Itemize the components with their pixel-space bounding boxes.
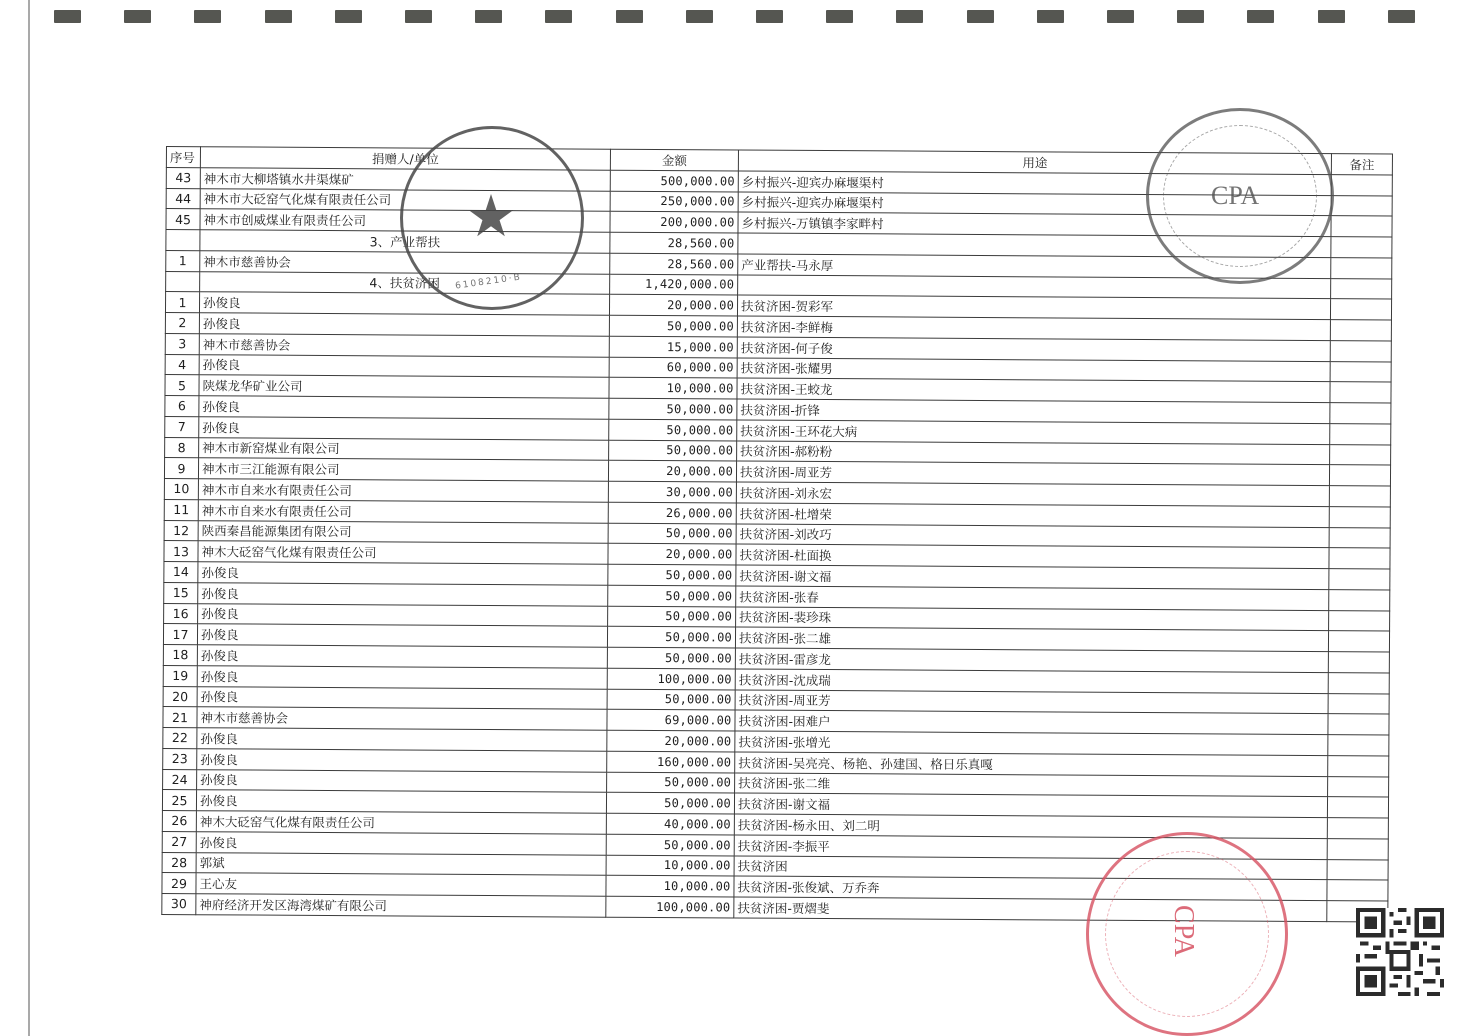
cell-no: 10 bbox=[164, 478, 198, 499]
cell-note bbox=[1327, 838, 1388, 859]
header-use: 用途 bbox=[738, 150, 1331, 174]
cell-note bbox=[1329, 486, 1390, 507]
cell-no: 15 bbox=[164, 582, 198, 603]
cell-amount: 1,420,000.00 bbox=[610, 274, 738, 296]
cell-use: 扶贫济困-谢文福 bbox=[736, 565, 1329, 589]
cell-donor: 陕煤龙华矿业公司 bbox=[199, 375, 609, 398]
cell-use: 扶贫济困-张二维 bbox=[735, 772, 1328, 796]
cell-donor: 神木市慈善协会 bbox=[199, 333, 609, 356]
cell-no: 12 bbox=[164, 520, 198, 541]
cell-note bbox=[1330, 382, 1391, 403]
binding-mark bbox=[545, 10, 572, 23]
table-body bbox=[162, 167, 1393, 921]
cell-amount: 100,000.00 bbox=[606, 896, 734, 918]
cell-note bbox=[1328, 714, 1389, 735]
cell-note bbox=[1328, 672, 1389, 693]
cell-amount: 50,000.00 bbox=[609, 419, 737, 441]
cell-amount: 200,000.00 bbox=[610, 211, 738, 233]
cell-no: 14 bbox=[164, 561, 198, 582]
cell-use: 扶贫济困-杨永田、刘二明 bbox=[734, 814, 1327, 838]
cell-note bbox=[1331, 278, 1392, 299]
cell-no: 18 bbox=[163, 644, 197, 665]
cell-no: 3 bbox=[165, 333, 199, 354]
cell-use: 扶贫济困-刘改巧 bbox=[736, 523, 1329, 547]
cell-no bbox=[166, 230, 200, 251]
cell-note bbox=[1330, 403, 1391, 424]
cell-amount: 60,000.00 bbox=[609, 357, 737, 379]
binding-mark bbox=[475, 10, 502, 23]
cell-use: 扶贫济困-郝粉粉 bbox=[737, 440, 1330, 464]
cell-use: 扶贫济困-张春 bbox=[736, 586, 1329, 610]
cell-donor: 神木市慈善协会 bbox=[197, 707, 607, 730]
cell-no: 1 bbox=[165, 292, 199, 313]
cell-note bbox=[1329, 527, 1390, 548]
cell-donor: 孙俊良 bbox=[198, 562, 608, 585]
cell-note bbox=[1331, 257, 1392, 278]
cell-amount: 26,000.00 bbox=[608, 502, 736, 524]
cell-note bbox=[1331, 195, 1392, 216]
header-donor: 捐赠人/单位 bbox=[200, 147, 610, 170]
cell-note bbox=[1327, 859, 1388, 880]
cell-no: 2 bbox=[165, 312, 199, 333]
cell-donor: 神木市新窑煤业有限公司 bbox=[199, 437, 609, 460]
cell-donor: 神木市自来水有限责任公司 bbox=[198, 479, 608, 502]
star-icon: ★ bbox=[465, 182, 517, 250]
cell-use: 扶贫济困-谢文福 bbox=[734, 793, 1327, 817]
cell-no: 1 bbox=[166, 250, 200, 271]
cell-note bbox=[1330, 361, 1391, 382]
cell-use: 扶贫济困-李鲜梅 bbox=[737, 316, 1330, 340]
cell-amount: 250,000.00 bbox=[610, 191, 738, 213]
cell-no: 29 bbox=[162, 873, 196, 894]
cell-use: 产业帮扶-马永厚 bbox=[738, 254, 1331, 278]
binding-mark bbox=[265, 10, 292, 23]
cell-note bbox=[1329, 506, 1390, 527]
cell-donor: 孙俊良 bbox=[197, 665, 607, 688]
cell-amount: 50,000.00 bbox=[608, 585, 736, 607]
cell-note bbox=[1330, 423, 1391, 444]
cell-note bbox=[1330, 340, 1391, 361]
cell-no: 22 bbox=[163, 727, 197, 748]
cell-amount: 50,000.00 bbox=[607, 647, 735, 669]
cell-use: 扶贫济困-张耀男 bbox=[737, 357, 1330, 381]
donation-ledger-table bbox=[161, 146, 1393, 922]
cell-amount: 30,000.00 bbox=[608, 481, 736, 503]
cell-use: 扶贫济困-裴珍珠 bbox=[736, 606, 1329, 630]
cell-amount: 15,000.00 bbox=[609, 336, 737, 358]
cell-no: 20 bbox=[163, 686, 197, 707]
cell-note bbox=[1327, 880, 1388, 901]
cell-donor: 陕西秦昌能源集团有限公司 bbox=[198, 520, 608, 543]
header-amount: 金额 bbox=[610, 149, 738, 171]
cell-donor: 孙俊良 bbox=[199, 313, 609, 336]
cell-donor: 孙俊良 bbox=[198, 582, 608, 605]
cell-donor: 孙俊良 bbox=[196, 831, 606, 854]
cell-use: 扶贫济困-贾熠斐 bbox=[734, 897, 1327, 921]
cell-use: 扶贫济困-张二雄 bbox=[735, 627, 1328, 651]
cell-amount: 20,000.00 bbox=[607, 730, 735, 752]
cell-amount: 10,000.00 bbox=[606, 855, 734, 877]
cell-no: 9 bbox=[164, 458, 198, 479]
binding-mark bbox=[124, 10, 151, 23]
cell-amount: 50,000.00 bbox=[609, 315, 737, 337]
binding-mark bbox=[756, 10, 783, 23]
qr-code-icon bbox=[1356, 908, 1444, 996]
cell-note bbox=[1329, 589, 1390, 610]
cell-use: 乡村振兴-万镇镇李家畔村 bbox=[738, 212, 1331, 236]
cell-no: 44 bbox=[166, 188, 200, 209]
cell-amount: 10,000.00 bbox=[606, 875, 734, 897]
cell-donor: 孙俊良 bbox=[199, 292, 609, 315]
cell-amount: 50,000.00 bbox=[607, 689, 735, 711]
cell-amount: 50,000.00 bbox=[609, 398, 737, 420]
cell-donor: 孙俊良 bbox=[199, 416, 609, 439]
cell-donor: 神木市大柳塔镇水井渠煤矿 bbox=[200, 167, 610, 190]
cell-use: 扶贫济困-刘永宏 bbox=[736, 482, 1329, 506]
cell-donor: 孙俊良 bbox=[198, 603, 608, 626]
cell-use: 扶贫济困-困难户 bbox=[735, 710, 1328, 734]
cell-no: 45 bbox=[166, 209, 200, 230]
cell-no: 21 bbox=[163, 707, 197, 728]
cell-amount: 500,000.00 bbox=[610, 170, 738, 192]
section-title: 3、产业帮扶 bbox=[200, 230, 610, 253]
cell-note bbox=[1331, 216, 1392, 237]
cell-use: 扶贫济困-张俊斌、万乔奔 bbox=[734, 876, 1327, 900]
cell-amount: 20,000.00 bbox=[609, 294, 737, 316]
cell-donor: 神府经济开发区海湾煤矿有限公司 bbox=[196, 894, 606, 917]
cell-note bbox=[1331, 237, 1392, 258]
cell-note bbox=[1330, 444, 1391, 465]
cell-note bbox=[1327, 797, 1388, 818]
cell-amount: 20,000.00 bbox=[608, 543, 736, 565]
cell-note bbox=[1328, 693, 1389, 714]
cell-use: 扶贫济困-周亚芳 bbox=[735, 689, 1328, 713]
cell-donor: 孙俊良 bbox=[197, 645, 607, 668]
cell-use: 扶贫济困-张增光 bbox=[735, 731, 1328, 755]
cell-amount: 50,000.00 bbox=[606, 834, 734, 856]
cell-donor: 孙俊良 bbox=[197, 686, 607, 709]
binding-mark bbox=[335, 10, 362, 23]
cell-note bbox=[1329, 569, 1390, 590]
cell-use: 扶贫济困-杜增荣 bbox=[736, 503, 1329, 527]
cell-no: 43 bbox=[166, 167, 200, 188]
binding-mark bbox=[1388, 10, 1415, 23]
cell-donor: 神木市大砭窑气化煤有限责任公司 bbox=[200, 188, 610, 211]
cell-donor: 神木大砭窑气化煤有限责任公司 bbox=[196, 811, 606, 834]
cell-no: 16 bbox=[164, 603, 198, 624]
cell-use: 扶贫济困-折锋 bbox=[737, 399, 1330, 423]
cell-no: 6 bbox=[165, 395, 199, 416]
cell-donor: 神木市创威煤业有限责任公司 bbox=[200, 209, 610, 232]
binding-mark bbox=[826, 10, 853, 23]
header-no: 序号 bbox=[166, 147, 200, 168]
cell-use: 扶贫济困-王环花大病 bbox=[737, 420, 1330, 444]
cell-no: 28 bbox=[162, 852, 196, 873]
binding-mark bbox=[54, 10, 81, 23]
cell-donor: 神木市自来水有限责任公司 bbox=[198, 499, 608, 522]
cell-no: 8 bbox=[165, 437, 199, 458]
page-edge-rule bbox=[28, 0, 30, 1036]
cell-no: 11 bbox=[164, 499, 198, 520]
binding-marks bbox=[54, 10, 1472, 24]
cell-amount: 50,000.00 bbox=[608, 523, 736, 545]
cell-amount: 69,000.00 bbox=[607, 709, 735, 731]
cell-use: 扶贫济困-贺彩军 bbox=[737, 295, 1330, 319]
cell-amount: 10,000.00 bbox=[609, 377, 737, 399]
cell-no: 27 bbox=[162, 831, 196, 852]
cell-no: 24 bbox=[163, 769, 197, 790]
cell-note bbox=[1329, 548, 1390, 569]
cell-amount: 28,560.00 bbox=[610, 232, 738, 254]
cell-amount: 50,000.00 bbox=[606, 792, 734, 814]
section-title: 4、扶贫济困 bbox=[200, 271, 610, 294]
binding-mark bbox=[194, 10, 221, 23]
cell-no: 19 bbox=[163, 665, 197, 686]
cell-no: 5 bbox=[165, 375, 199, 396]
cell-note bbox=[1327, 818, 1388, 839]
seal-serial-text: 6108210·B bbox=[454, 272, 523, 292]
binding-mark bbox=[616, 10, 643, 23]
cell-amount: 50,000.00 bbox=[607, 626, 735, 648]
cell-use: 扶贫济困-周亚芳 bbox=[736, 461, 1329, 485]
cell-amount: 50,000.00 bbox=[607, 772, 735, 794]
cpa-seal-label: CPA bbox=[1167, 905, 1199, 957]
cell-donor: 孙俊良 bbox=[199, 354, 609, 377]
cell-note bbox=[1328, 631, 1389, 652]
binding-mark bbox=[686, 10, 713, 23]
cell-donor: 神木市慈善协会 bbox=[200, 250, 610, 273]
binding-mark bbox=[967, 10, 994, 23]
cell-no bbox=[166, 271, 200, 292]
cell-donor: 孙俊良 bbox=[199, 396, 609, 419]
binding-mark bbox=[1247, 10, 1274, 23]
header-note: 备注 bbox=[1331, 154, 1392, 175]
cell-note bbox=[1331, 174, 1392, 195]
cell-use: 扶贫济困 bbox=[734, 855, 1327, 879]
cell-use: 扶贫济困-吴亮亮、杨艳、孙建国、格日乐真嘎 bbox=[735, 752, 1328, 776]
binding-mark bbox=[1177, 10, 1204, 23]
cell-no: 4 bbox=[165, 354, 199, 375]
cpa-seal-label: CPA bbox=[1211, 181, 1260, 210]
cell-amount: 50,000.00 bbox=[609, 440, 737, 462]
cell-no: 13 bbox=[164, 541, 198, 562]
cell-donor: 王心友 bbox=[196, 873, 606, 896]
binding-mark bbox=[896, 10, 923, 23]
cell-no: 26 bbox=[162, 810, 196, 831]
binding-mark bbox=[1037, 10, 1064, 23]
cell-donor: 孙俊良 bbox=[197, 748, 607, 771]
cell-use: 扶贫济困-雷彦龙 bbox=[735, 648, 1328, 672]
cell-use: 扶贫济困-沈成瑞 bbox=[735, 669, 1328, 693]
cell-use: 乡村振兴-迎宾办麻堰渠村 bbox=[738, 171, 1331, 195]
cell-no: 17 bbox=[163, 624, 197, 645]
cell-amount: 50,000.00 bbox=[608, 606, 736, 628]
cell-use: 扶贫济困-杜面换 bbox=[736, 544, 1329, 568]
binding-mark bbox=[1107, 10, 1134, 23]
cell-use: 乡村振兴-迎宾办麻堰渠村 bbox=[738, 191, 1331, 215]
cell-use: 扶贫济困-何子俊 bbox=[737, 337, 1330, 361]
cell-note bbox=[1330, 299, 1391, 320]
cell-amount: 20,000.00 bbox=[608, 460, 736, 482]
cell-donor: 郭斌 bbox=[196, 852, 606, 875]
cell-donor: 神木市三江能源有限公司 bbox=[198, 458, 608, 481]
cell-note bbox=[1328, 755, 1389, 776]
cell-use: 扶贫济困-王蛟龙 bbox=[737, 378, 1330, 402]
cell-note bbox=[1330, 320, 1391, 341]
cell-no: 23 bbox=[163, 748, 197, 769]
cell-no: 30 bbox=[162, 893, 196, 914]
cell-note bbox=[1329, 610, 1390, 631]
cell-donor: 孙俊良 bbox=[196, 790, 606, 813]
cell-donor: 神木大砭窑气化煤有限责任公司 bbox=[198, 541, 608, 564]
cell-note bbox=[1328, 776, 1389, 797]
cell-amount: 40,000.00 bbox=[606, 813, 734, 835]
cell-amount: 160,000.00 bbox=[607, 751, 735, 773]
cell-amount: 50,000.00 bbox=[608, 564, 736, 586]
cell-amount: 100,000.00 bbox=[607, 668, 735, 690]
cell-donor: 孙俊良 bbox=[197, 728, 607, 751]
cell-no: 25 bbox=[162, 790, 196, 811]
binding-mark bbox=[405, 10, 432, 23]
cell-no: 7 bbox=[165, 416, 199, 437]
cell-note bbox=[1329, 465, 1390, 486]
cell-donor: 孙俊良 bbox=[197, 624, 607, 647]
cell-donor: 孙俊良 bbox=[197, 769, 607, 792]
cell-use: 扶贫济困-李振平 bbox=[734, 835, 1327, 859]
binding-mark bbox=[1318, 10, 1345, 23]
cell-note bbox=[1328, 735, 1389, 756]
cell-amount: 28,560.00 bbox=[610, 253, 738, 275]
cell-note bbox=[1328, 652, 1389, 673]
